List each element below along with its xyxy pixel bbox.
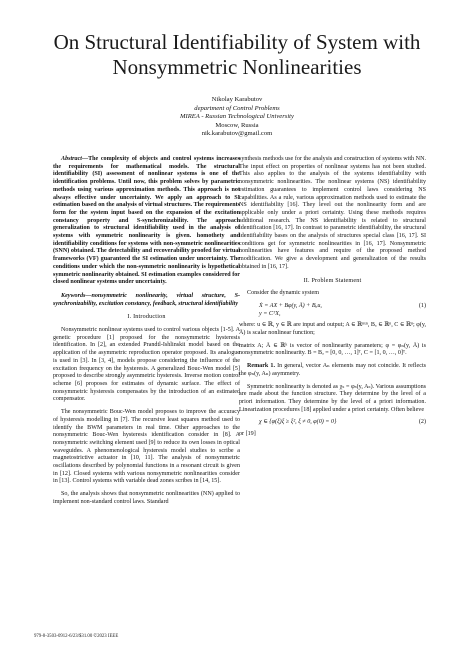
- left-column: [53, 156, 240, 512]
- params-text-2: matrix A; Ā ∈ ℝᵏ is vector of nonlinearity parameters; φ = φₙ(y, Ā) is nonsymmetric nonlinearity. B = Bₐ = [0, 0, …, 1]ᵀ, C = [1, 0, …, 0]ᵀ.: [239, 342, 426, 357]
- consider-text: Consider the dynamic system: [247, 290, 319, 297]
- keywords-text: —nonsymmetric nonlinearity, virtual structure, S-synchronizability, excitation constancy, feedback, structural identifiability: [53, 292, 240, 307]
- equation-1: [239, 303, 426, 318]
- title-line-2: Nonsymmetric Nonlinearities: [112, 55, 362, 79]
- right-paragraph-1: synthesis methods use for the analysis and construction of systems with NN. The input effect on properties of nonlinear systems has not been studied. This also applies to the analysis of the systems identifiability with nonsymmetric nonlinearities. The nonlinear systems (NS) identifiability estimation guarantees to implement control laws considering NS capabilities. As a rule, various approximation methods used to estimate the NS identifiability [16]. They level out the nonlinearity form and are applicable only under a priori certainty. Using these methods requires additional research. The NS identifiability is related to structural identification [16, 17]. In contrast to parametric identifiability, the structural identifiability bases on the analysis of structures special class [16, 17]. SI conditions get for symmetric nonlinearities in [16, 17]. Nonsymmetric nonlinearities have features and require of the proposed method modification. We give a development and generalization of the results obtained in [16, 17].: [239, 156, 426, 270]
- remark-text: In general, vector Aₙ elements may not coincide. It reflects the φₙ(y, Aₙ) asymmetry.: [239, 363, 427, 377]
- author-university: MIREA - Russian Technological University: [180, 113, 294, 121]
- remark-label: Remark 1.: [247, 363, 275, 370]
- symmetric-text: Symmetric nonlinearity is denoted as χₛ = φₛ(y, Aₛ). Various assumptions are made about the function structure. They determine by the level of a priori information. They determine by the level of a priori information. Linearization procedures [18] applied under a priori certainty. Often believe: [239, 383, 426, 413]
- paper-title: [30, 30, 444, 80]
- right-column: [239, 156, 426, 439]
- equation-2-number: (2): [418, 419, 426, 426]
- abstract: [53, 156, 240, 287]
- title-line-1: On Structural Identifiability of System with: [53, 30, 421, 54]
- intro-paragraph-1: Nonsymmetric nonlinear systems used to control various objects [1-5]. A genetic procedure [1] proposed for the nonsymmetric hysteresis identification. In [2], an extended Prandtl-Ishlinskii model based on the application of the asymmetric reproduction operator proposed. Its analogue is used in [3]. In [3, 4], models propose considering the influence of the excitation frequency on the hysteresis. A generalized Bouc-Wen model [5] proposed to describe strongly asymmetric hysteresis. Inverse motion control scheme [6] proposes for estimates of dynamic surface. The effect of nonsymmetric hysteresis compensates by the introduction of an estimated compensator.: [53, 327, 240, 403]
- footer-copyright: 979-8-3503-0912-6/23/$31.00 ©2023 IEEE: [34, 634, 119, 639]
- author-email[interactable]: nik.karabutov@gmail.com: [201, 130, 273, 138]
- equation-2-line: χ ∈ {φ(ξ)ξ ≥ ξ², ξ ≠ 0, φ(0) = 0}: [259, 419, 337, 426]
- equation-1-line-2: y = CᵀX,: [259, 310, 281, 317]
- equation-2: [239, 419, 426, 427]
- intro-paragraph-3: So, the analysis shows that nonsymmetric nonlinearities (NN) applied to implement non-standard control laws. Standard: [53, 491, 240, 505]
- abstract-label: Abstract: [61, 156, 82, 162]
- author-city: Moscow, Russia: [215, 121, 259, 129]
- remark-1: [239, 363, 426, 378]
- equation-1-number: (1): [418, 302, 426, 309]
- params-text-1: where: u ∈ ℝ, y ∈ ℝ are input and output; A ∈ ℝⁿˣⁿ, Bₐ ∈ ℝⁿ, C ∈ ℝⁿ; φ(y, Ā) is scalar nonlinear function;: [239, 322, 426, 337]
- section-heading-introduction: I. Introduction: [127, 314, 166, 321]
- author-department: department of Control Problems: [194, 104, 280, 112]
- author-block: [137, 96, 337, 139]
- author-name: Nikolay Karabutov: [211, 96, 263, 103]
- abstract-text: —The complexity of objects and control systems increases the requirements for mathematical models. The structural identifiability (SI) assessment of nonlinear systems is one of the identification problems. Until now, this problem solves by parametric methods using various approximation methods. This approach is not always effective under uncertainty. We apply an approach to SI estimation based on the analysis of virtual structures. The requirements form for the system input based on the expansion of the excitation constancy property and S-synchronizability. The approach generalization to structural identifiability used in the analysis of systems with symmetric nonlinearity is given. homothety and identifiability conditions for systems with non-symmetric nonlinearities (SNN) obtained. The detectability and recoverability proofed for virtual frameworks (VF) guaranteed the SI estimation under uncertainty. The conditions under which the non-symmetric nonlinearity is hypothetical symmetric nonlinearity obtained. SI estimation examples considered for closed nonlinear systems under uncertainty.: [53, 156, 240, 286]
- section-heading-problem-statement: II. Problem Statement: [303, 277, 362, 284]
- keywords-label: Keywords: [61, 292, 86, 299]
- or-text: or [19]: [239, 431, 256, 438]
- intro-paragraph-2: The nonsymmetric Bouc-Wen model proposes to improve the accuracy of hysteresis modelling in [7]. The recursive least squares method used to identify the BWM parameters in real time. Other approaches to the nonsymmetric Bouc-Wen hysteresis identification consider in [8]. A nonsymmetric switching element used [9] to reduce its own losses in optical waveguides. A phenomenological hysteresis model studies to scribe a magnetostrictive actuator in [10, 11]. The analysis of nonsymmetric oscillations described by polynomial functions in a resonant circuit is given in [12]. Closed systems with various nonsymmetric nonlinearities consider in [13]. Control systems with variable dead zones scribes in [14, 15].: [53, 409, 240, 485]
- keywords: [53, 293, 240, 308]
- equation-1-line-1: Ẋ = AX + Bφ(y, Ā) + Bₐu,: [259, 302, 322, 309]
